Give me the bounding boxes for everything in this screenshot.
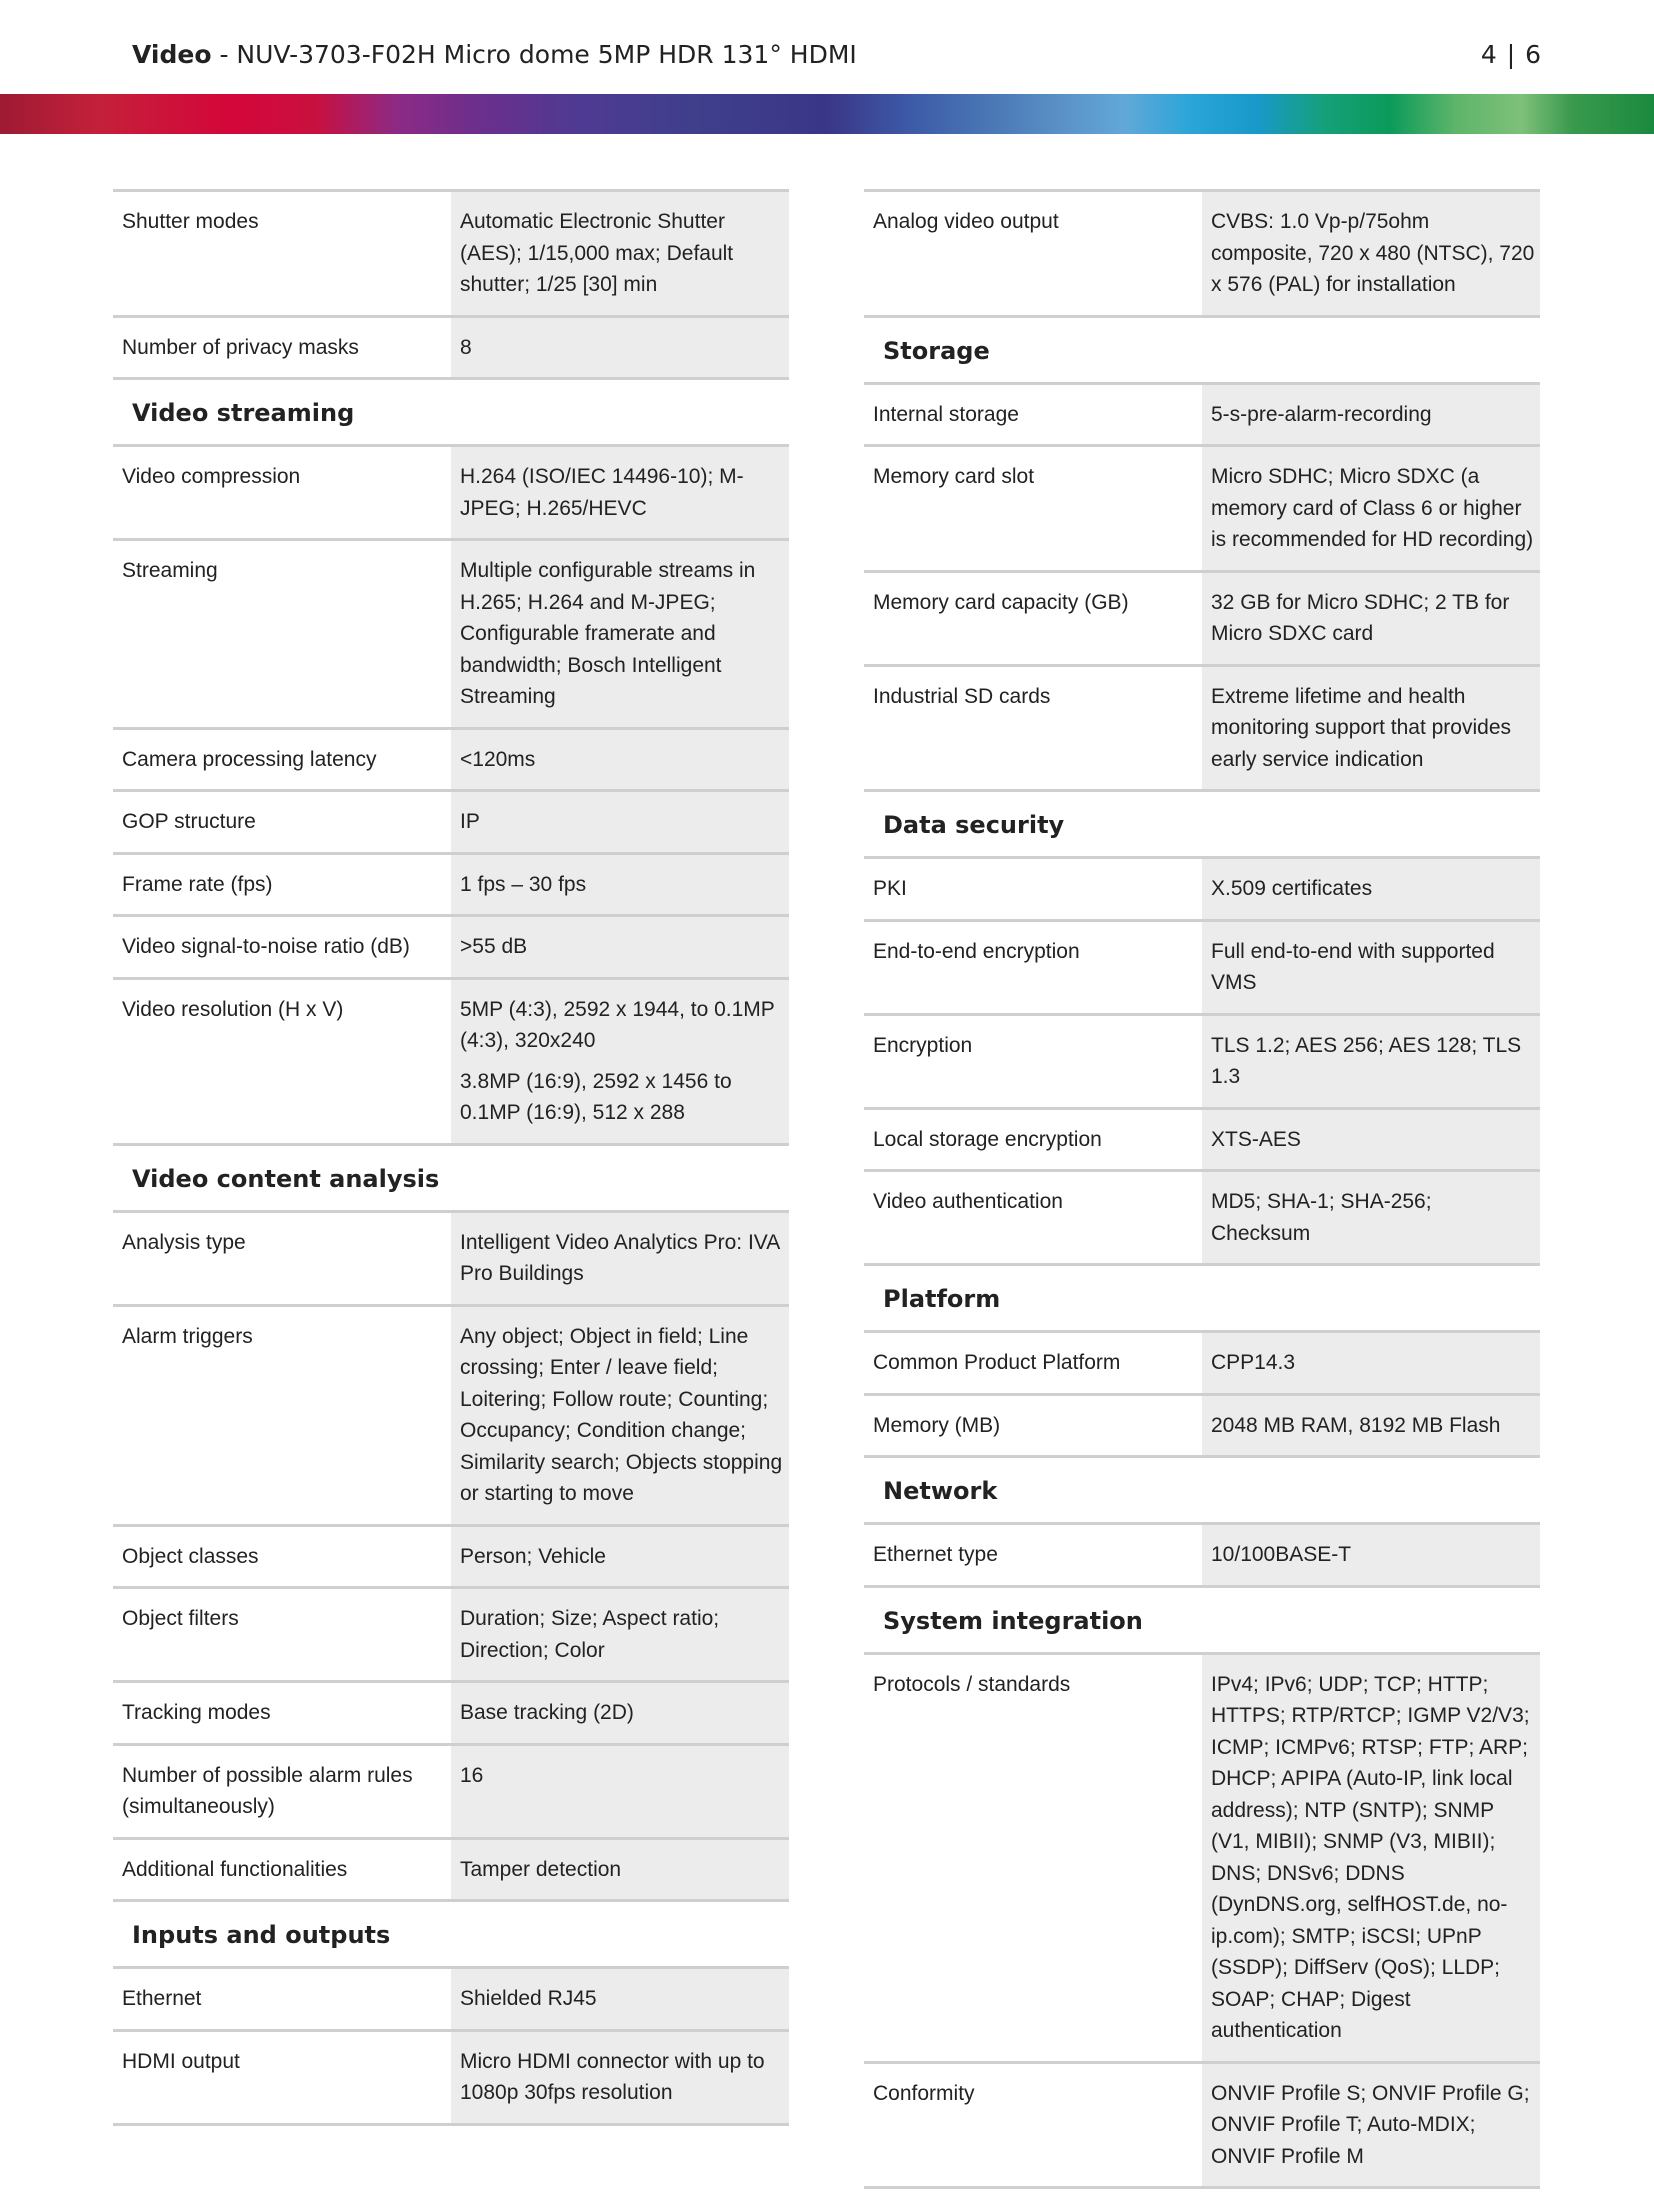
spec-value-text: <120ms [460, 747, 536, 771]
spec-row-analysis-type [113, 1210, 789, 1304]
document-title-product: - NUV-3703-F02H Micro dome 5MP HDR 131° HDMI [211, 39, 857, 69]
spec-row-video-authentication [864, 1169, 1540, 1263]
spec-row-object-classes [113, 1524, 789, 1587]
spec-row-conformity [864, 2061, 1540, 2190]
spec-label: Encryption [873, 1033, 973, 1057]
spec-value-text: Intelligent Video Analytics Pro: IVA Pro Buildings [460, 1230, 780, 1285]
spec-label: GOP structure [122, 810, 256, 833]
spec-value-text: Person; Vehicle [460, 1544, 606, 1568]
spec-label: Shutter modes [122, 210, 259, 233]
spec-label: Tracking modes [122, 1701, 271, 1724]
spec-value [451, 192, 789, 315]
spec-value [451, 1683, 789, 1743]
spec-value-text: H.264 (ISO/IEC 14496-10); M-JPEG; H.265/HEVC [460, 465, 744, 520]
spec-row-memory-card-capacity-gb [864, 570, 1540, 664]
spec-row-streaming [113, 538, 789, 727]
spec-value-text: CPP14.3 [1211, 1351, 1296, 1374]
spec-row-common-product-platform [864, 1330, 1540, 1393]
spec-value [1202, 922, 1540, 1013]
spec-row-ethernet [113, 1966, 789, 2029]
spec-label: Object filters [122, 1607, 239, 1630]
spec-row-number-of-possible-alarm-rules-simultaneously [113, 1743, 789, 1837]
spec-label: Camera processing latency [122, 747, 377, 771]
spec-value [451, 730, 789, 790]
spec-label: PKI [873, 877, 907, 900]
spec-value [451, 1589, 789, 1680]
spec-value-text: X.509 certificates [1211, 877, 1373, 900]
section-heading-data-security: Data security [864, 789, 1540, 856]
spec-value-text: Multiple configurable streams in H.265; H.264 and M-JPEG; Configurable framerate and bandwidth; Bosch Intelligent Streaming [460, 559, 756, 708]
section-heading-storage: Storage [864, 315, 1540, 382]
spec-value-text: Shielded RJ45 [460, 1987, 597, 2010]
section-heading-platform: Platform [864, 1263, 1540, 1330]
spec-value-text: 8 [460, 335, 472, 359]
spec-label: Memory card capacity (GB) [873, 590, 1129, 614]
spec-value [451, 1213, 789, 1304]
section-heading-video-streaming: Video streaming [113, 377, 789, 444]
spec-label: Common Product Platform [873, 1351, 1121, 1374]
spec-label: Local storage encryption [873, 1127, 1102, 1151]
spec-value [1202, 1525, 1540, 1585]
page-header [132, 34, 1542, 74]
spec-value-text: 5-s-pre-alarm-recording [1211, 402, 1432, 426]
spec-value-text: Full end-to-end with supported VMS [1211, 939, 1495, 994]
spec-row-tracking-modes [113, 1680, 789, 1743]
spec-value [1202, 192, 1540, 315]
spec-label: Internal storage [873, 402, 1019, 426]
spec-value-text: XTS-AES [1211, 1127, 1301, 1151]
spec-label: Analog video output [873, 210, 1059, 233]
spec-value [1202, 667, 1540, 790]
spec-value-text: Any object; Object in field; Line crossing; Enter / leave field; Loitering; Follow route; Counting; Occupancy; Condition change; Similarity search; Objects stopping or starting to move [460, 1324, 783, 1505]
spec-label: Video signal-to-noise ratio (dB) [122, 935, 410, 958]
spec-row-industrial-sd-cards [864, 664, 1540, 790]
spec-row-analog-video-output [864, 189, 1540, 315]
spec-row-local-storage-encryption [864, 1107, 1540, 1170]
spec-label: Memory (MB) [873, 1413, 1001, 1437]
spec-value-text: ONVIF Profile S; ONVIF Profile G; ONVIF Profile T; Auto-MDIX; ONVIF Profile M [1211, 2081, 1530, 2168]
spec-value [451, 318, 789, 378]
spec-row-gop-structure [113, 789, 789, 852]
spec-label: Memory card slot [873, 465, 1035, 488]
spec-row-object-filters [113, 1586, 789, 1680]
spec-label: Video authentication [873, 1190, 1063, 1213]
spec-label: Number of privacy masks [122, 335, 359, 359]
spec-value [1202, 385, 1540, 445]
page-number: 4 | 6 [1480, 39, 1542, 69]
spec-row-shutter-modes [113, 189, 789, 315]
spec-value-text: Extreme lifetime and health monitoring support that provides early service indication [1211, 684, 1511, 771]
spec-value-text: 5MP (4:3), 2592 x 1944, to 0.1MP (4:3), 320x240 [460, 997, 775, 1052]
spec-value [451, 1840, 789, 1900]
spec-value [451, 855, 789, 915]
spec-value-text: MD5; SHA-1; SHA-256; Checksum [1211, 1190, 1432, 1245]
spec-label: Object classes [122, 1544, 259, 1568]
spec-label: Protocols / standards [873, 1672, 1071, 1696]
spec-label: Video compression [122, 465, 301, 488]
spec-value-text: Micro HDMI connector with up to 1080p 30fps resolution [460, 2049, 765, 2104]
spec-value [1202, 1110, 1540, 1170]
spec-row-camera-processing-latency [113, 727, 789, 790]
spec-value [451, 917, 789, 977]
section-heading-system-integration: System integration [864, 1585, 1540, 1652]
spec-value [451, 980, 789, 1143]
spec-row-number-of-privacy-masks [113, 315, 789, 378]
spec-value [451, 1527, 789, 1587]
section-heading-video-content-analysis: Video content analysis [113, 1143, 789, 1210]
spec-row-alarm-triggers [113, 1304, 789, 1524]
spec-value-text: 2048 MB RAM, 8192 MB Flash [1211, 1413, 1501, 1437]
spec-value [1202, 1396, 1540, 1456]
spec-row-hdmi-output [113, 2029, 789, 2126]
spec-value-text: TLS 1.2; AES 256; AES 128; TLS 1.3 [1211, 1033, 1522, 1088]
spec-value [1202, 1655, 1540, 2061]
spec-value-text: IPv4; IPv6; UDP; TCP; HTTP; HTTPS; RTP/RTCP; IGMP V2/V3; ICMP; ICMPv6; RTSP; FTP; ARP; DHCP; APIPA (Auto-IP, link local address); NTP (SNTP); SNMP (V1, MIBII); SNMP (V3, MIBII); DNS; DNSv6; DDNS (DynDNS.org, selfHOST.de, no-ip.com); SMTP; iSCSI; UPnP (SSDP); DiffServ (QoS); LLDP; SOAP; CHAP; Digest authentication [1211, 1672, 1530, 2042]
spec-value-text: 10/100BASE-T [1211, 1543, 1352, 1566]
section-heading-network: Network [864, 1455, 1540, 1522]
spec-value-text: >55 dB [460, 935, 528, 958]
spec-label: Video resolution (H x V) [122, 997, 344, 1021]
document-title [132, 40, 857, 69]
spec-value [451, 541, 789, 727]
spec-label: Ethernet [122, 1987, 202, 2010]
spec-row-pki [864, 856, 1540, 919]
spec-value-text: 16 [460, 1763, 484, 1787]
spec-value [1202, 1172, 1540, 1263]
spec-table-left [113, 189, 789, 2126]
spec-value [1202, 447, 1540, 570]
spec-value-text: Micro SDHC; Micro SDXC (a memory card of Class 6 or higher is recommended for HD recording) [1211, 465, 1534, 551]
spec-value [451, 447, 789, 538]
spec-row-end-to-end-encryption [864, 919, 1540, 1013]
spec-value-text: 1 fps – 30 fps [460, 872, 587, 896]
section-heading-inputs-and-outputs: Inputs and outputs [113, 1899, 789, 1966]
spec-label: Streaming [122, 559, 218, 582]
spec-value [451, 2032, 789, 2123]
spec-label: Analysis type [122, 1230, 246, 1254]
spec-label: Number of possible alarm rules (simultaneously) [122, 1763, 413, 1818]
spec-row-ethernet-type [864, 1522, 1540, 1585]
brand-color-band [0, 94, 1654, 134]
spec-row-video-signal-to-noise-ratio-db [113, 914, 789, 977]
spec-row-protocols-standards [864, 1652, 1540, 2061]
spec-label: Ethernet type [873, 1543, 998, 1566]
spec-row-memory-card-slot [864, 444, 1540, 570]
spec-label: Frame rate (fps) [122, 872, 273, 896]
spec-label: HDMI output [122, 2049, 240, 2073]
document-title-category: Video [132, 39, 212, 69]
spec-value [1202, 1333, 1540, 1393]
spec-value-text: CVBS: 1.0 Vp-p/75ohm composite, 720 x 480 (NTSC), 720 x 576 (PAL) for installation [1211, 210, 1535, 296]
spec-value-text: 32 GB for Micro SDHC; 2 TB for Micro SDXC card [1211, 590, 1510, 645]
spec-row-memory-mb [864, 1393, 1540, 1456]
spec-value [451, 1307, 789, 1524]
spec-value [1202, 859, 1540, 919]
spec-label: Industrial SD cards [873, 684, 1051, 708]
spec-row-video-resolution-h-x-v [113, 977, 789, 1143]
spec-value-text: IP [460, 810, 480, 833]
spec-row-encryption [864, 1013, 1540, 1107]
spec-row-video-compression [113, 444, 789, 538]
spec-label: Additional functionalities [122, 1857, 348, 1881]
spec-table-right [864, 189, 1540, 2189]
spec-value [1202, 1016, 1540, 1107]
spec-label: Conformity [873, 2081, 975, 2105]
spec-value-text: Automatic Electronic Shutter (AES); 1/15,000 max; Default shutter; 1/25 [30] min [460, 210, 734, 296]
spec-value [1202, 2064, 1540, 2187]
spec-value [1202, 573, 1540, 664]
spec-value [451, 1969, 789, 2029]
spec-value-text: Duration; Size; Aspect ratio; Direction; Color [460, 1607, 720, 1662]
spec-label: End-to-end encryption [873, 939, 1080, 963]
spec-value-text: Base tracking (2D) [460, 1701, 634, 1724]
spec-value [451, 1746, 789, 1837]
spec-row-additional-functionalities [113, 1837, 789, 1900]
spec-row-internal-storage [864, 382, 1540, 445]
spec-value-text: 3.8MP (16:9), 2592 x 1456 to 0.1MP (16:9), 512 x 288 [460, 1069, 732, 1124]
spec-value-text: Tamper detection [460, 1857, 622, 1881]
spec-value [451, 792, 789, 852]
spec-label: Alarm triggers [122, 1324, 253, 1348]
spec-row-frame-rate-fps [113, 852, 789, 915]
